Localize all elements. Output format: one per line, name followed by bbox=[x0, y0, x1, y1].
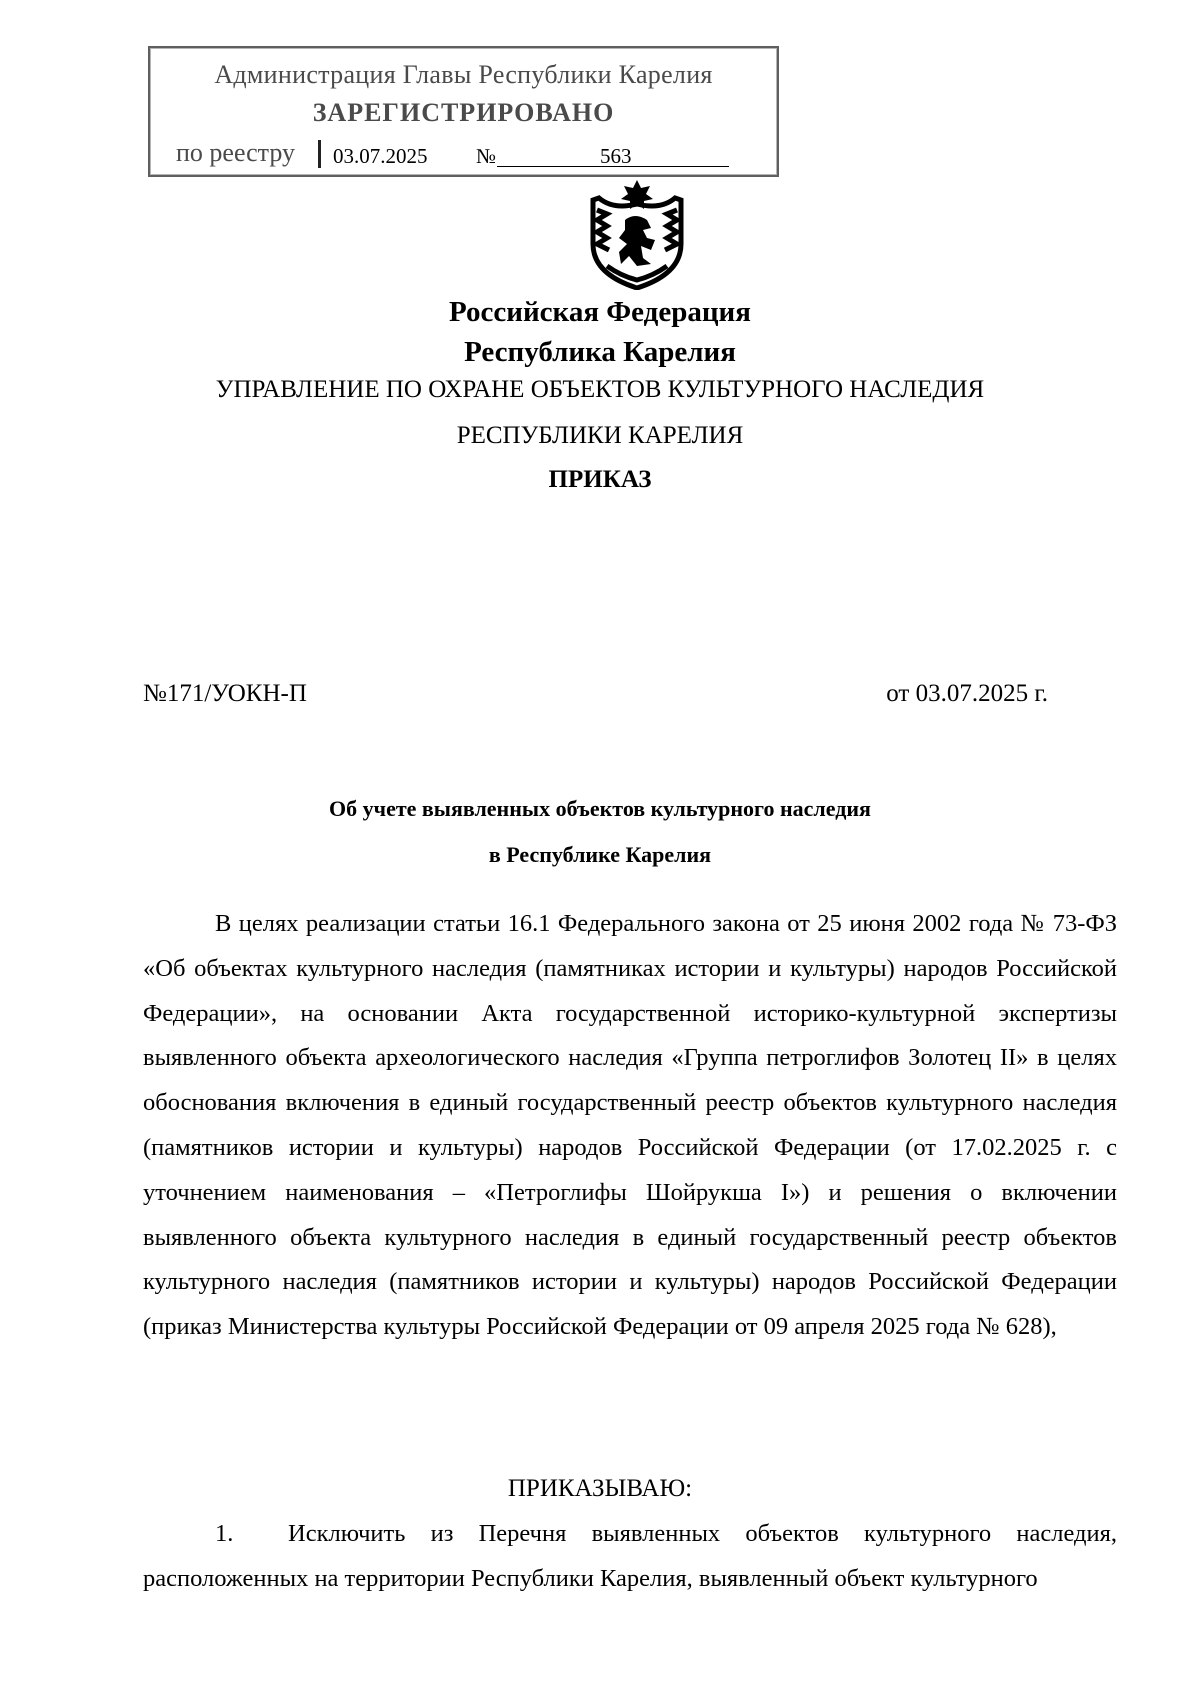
preamble-paragraph: В целях реализации статьи 16.1 Федерального закона от 25 июня 2002 года № 73-ФЗ «Об объектах культурного наследия (памятниках истории и культуры) народов Российской Федерации», на основании Акта государственной историко-культурной экспертизы выявленного объекта археологического наследия «Группа петроглифов Золотец II» в целях обоснования включения в единый государственный реестр объектов культурного наследия (памятников истории и культуры) народов Российской Федерации (от 17.02.2025 г. с уточнением наименования – «Петроглифы Шойрукша I») и решения о включении выявленного объекта культурного наследия в единый государственный реестр объектов культурного наследия (памятников истории и культуры) народов Российской Федерации (приказ Министерства культуры Российской Федерации от 09 апреля 2025 года № 628), bbox=[143, 910, 1117, 1341]
subject-line2: в Республике Карелия bbox=[488, 842, 712, 867]
subject-line1: Об учете выявленных объектов культурного наследия bbox=[329, 796, 871, 821]
stamp-date: 03.07.2025 bbox=[333, 144, 428, 168]
stamp-number-sign: № bbox=[476, 144, 497, 168]
document-type: ПРИКАЗ bbox=[548, 466, 652, 493]
order-number: №171/УОКН-П bbox=[143, 680, 307, 707]
stamp-organization: Администрация Главы Республики Карелия bbox=[214, 60, 713, 89]
stamp-number: 563 bbox=[600, 144, 632, 168]
decree-word: ПРИКАЗЫВАЮ: bbox=[507, 1475, 693, 1502]
item-text: Исключить из Перечня выявленных объектов культурного наследия, расположенных на территории Республики Карелия, выявленный объект культурного bbox=[143, 1520, 1117, 1592]
item-number: 1. bbox=[215, 1520, 234, 1547]
stamp-status: ЗАРЕГИСТРИРОВАНО bbox=[312, 98, 615, 127]
order-date: от 03.07.2025 г. bbox=[886, 680, 1048, 707]
agency-name-line2: РЕСПУБЛИКИ КАРЕЛИЯ bbox=[456, 422, 744, 449]
karelia-coat-of-arms-icon bbox=[585, 180, 689, 290]
stamp-divider bbox=[318, 140, 321, 168]
region-heading: Республика Карелия bbox=[464, 336, 736, 368]
registration-stamp bbox=[148, 46, 779, 177]
stamp-registry-label: по реестру bbox=[176, 138, 296, 167]
country-heading: Российская Федерация bbox=[449, 296, 751, 328]
agency-name-line1: УПРАВЛЕНИЕ ПО ОХРАНЕ ОБЪЕКТОВ КУЛЬТУРНОГО НАСЛЕДИЯ bbox=[215, 376, 985, 403]
list-item bbox=[143, 1512, 1117, 1602]
